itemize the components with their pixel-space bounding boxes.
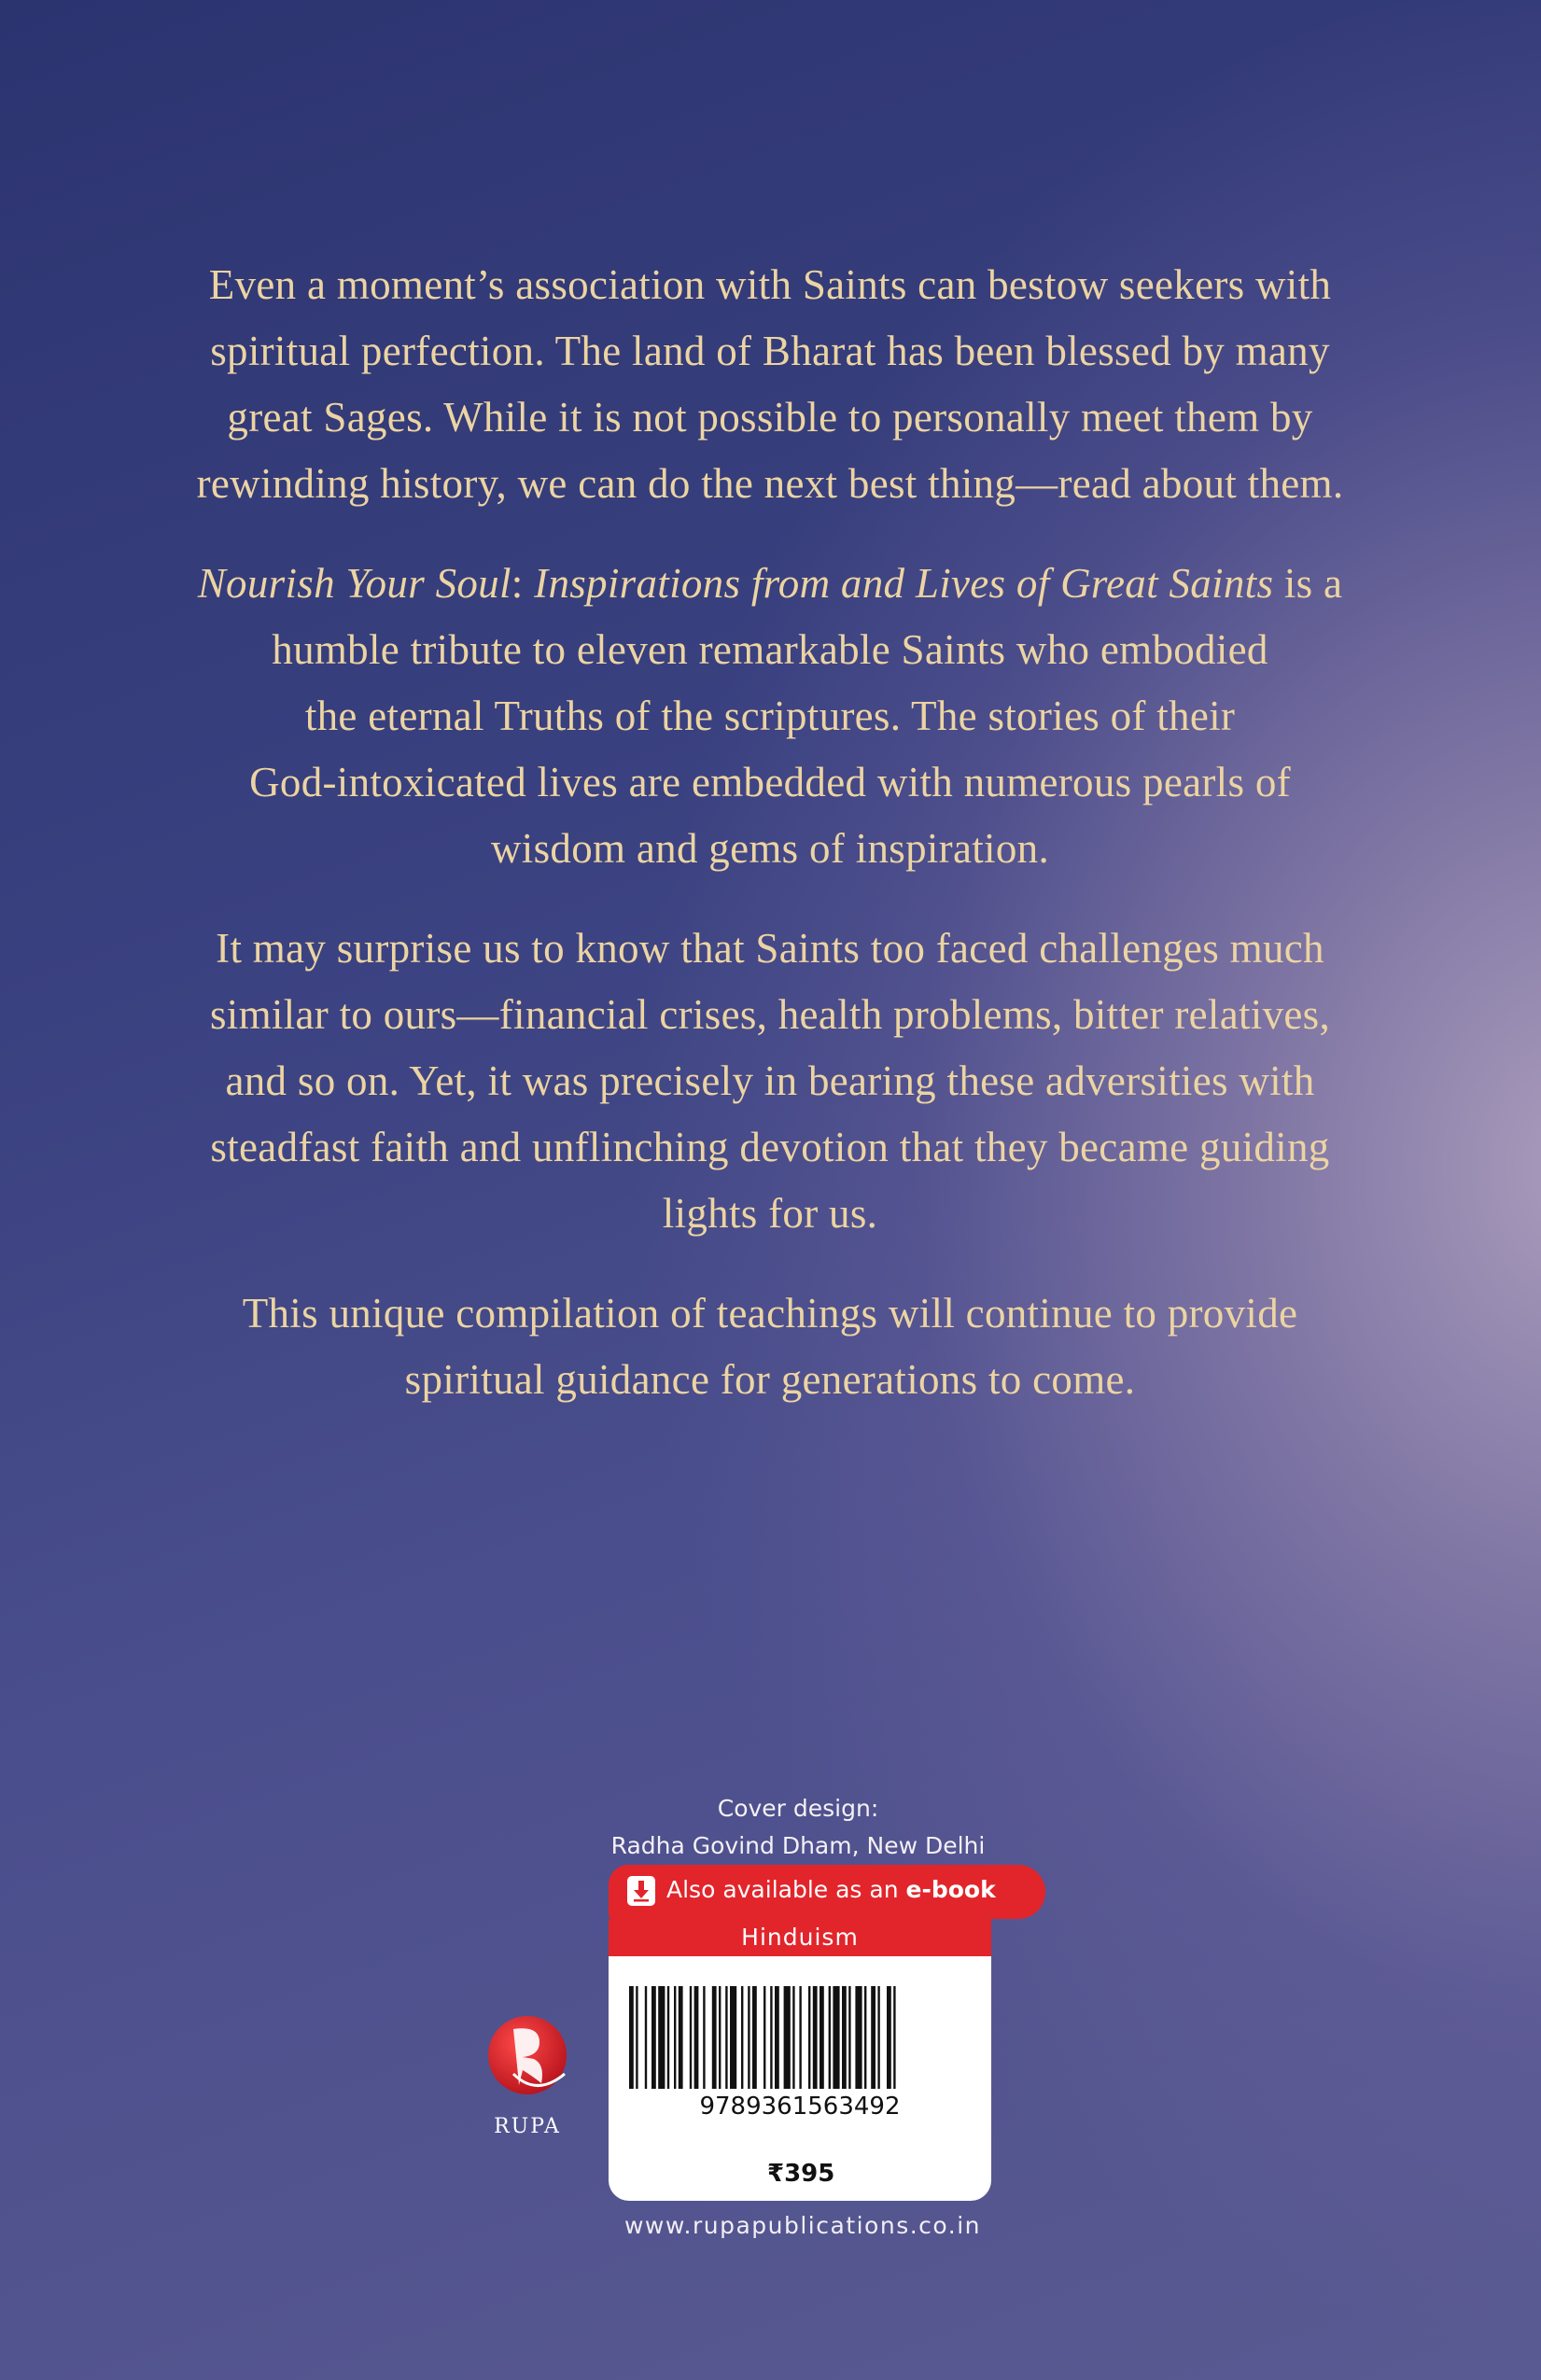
category-band: Hinduism	[609, 1919, 991, 1956]
barcode-bar	[829, 1986, 831, 2089]
barcode-bar	[741, 1986, 743, 2089]
barcode-bar	[690, 1986, 692, 2089]
barcode-bar	[629, 1986, 634, 2089]
credit-label: Cover design:	[717, 1795, 879, 1822]
barcode-bar	[813, 1986, 818, 2089]
blurb-line: God-intoxicated lives are embedded with numerous pearls of	[249, 759, 1291, 805]
barcode-bar	[784, 1986, 791, 2089]
rupa-logo-icon	[485, 2009, 569, 2111]
barcode-bar	[752, 1986, 757, 2089]
blurb-paragraph-4	[112, 1281, 1428, 1413]
isbn-number: 9789361563492	[699, 2093, 901, 2121]
barcode-bar	[792, 1986, 794, 2089]
barcode-bar	[808, 1986, 810, 2089]
ebook-availability-badge	[609, 1865, 1045, 1919]
barcode-bar	[651, 1986, 656, 2089]
barcode-bar	[679, 1986, 683, 2089]
barcode-bar	[842, 1986, 847, 2089]
blurb-paragraph-1	[112, 252, 1428, 517]
blurb-line	[112, 551, 1428, 617]
back-cover-blurb	[112, 252, 1428, 1447]
barcode-bar	[877, 1986, 879, 2089]
barcode-bar	[887, 1986, 891, 2089]
blurb-line: rewinding history, we can do the next best thing—read about them.	[196, 460, 1344, 507]
blurb-line: great Sages. While it is not possible to personally meet them by	[227, 394, 1313, 441]
download-icon	[627, 1876, 655, 1906]
barcode-bar	[833, 1986, 839, 2089]
barcode-bar	[748, 1986, 749, 2089]
barcode-bar	[674, 1986, 676, 2089]
credit-name: Radha Govind Dham, New Delhi	[610, 1832, 986, 1859]
blurb-line: similar to ours—financial crises, health problems, bitter relatives,	[209, 991, 1331, 1038]
blurb-line: and so on. Yet, it was precisely in bearing these adversities with	[225, 1057, 1315, 1104]
barcode-bar	[725, 1986, 727, 2089]
barcode-bar	[730, 1986, 736, 2089]
rupa-logo	[485, 2009, 569, 2139]
blurb-line: Even a moment’s association with Saints can bestow seekers with	[208, 261, 1332, 308]
barcode-bar	[848, 1986, 850, 2089]
publisher-url: www.rupapublications.co.in	[623, 2212, 982, 2239]
blurb-line: It may surprise us to know that Saints too faced challenges much	[216, 925, 1324, 972]
barcode-bar	[763, 1986, 765, 2089]
title-colon: :	[511, 560, 535, 607]
barcode-bar	[712, 1986, 717, 2089]
book-title-part2: Inspirations from and Lives of Great Saints	[534, 560, 1274, 607]
blurb-line: steadfast faith and unflinching devotion that they became guiding	[210, 1124, 1330, 1170]
barcode-bar	[658, 1986, 665, 2089]
barcode-bar	[871, 1986, 876, 2089]
blurb-line: This unique compilation of teachings will continue to provide	[242, 1290, 1298, 1337]
blurb-line: wisdom and gems of inspiration.	[491, 825, 1049, 872]
barcode-bar	[719, 1986, 721, 2089]
cover-design-credit	[569, 1790, 1027, 1865]
blurb-line: spiritual guidance for generations to come.	[404, 1356, 1136, 1403]
barcode-bar	[799, 1986, 801, 2089]
barcode-bar	[667, 1986, 669, 2089]
blurb-line: spiritual perfection. The land of Bharat has been blessed by many	[210, 328, 1330, 374]
barcode-bar	[855, 1986, 862, 2089]
ebook-prefix: Also available as an	[666, 1876, 906, 1903]
barcode-label	[609, 1919, 991, 2201]
barcode-bar	[775, 1986, 779, 2089]
barcode-bars	[629, 1986, 971, 2089]
ebook-bold: e-book	[905, 1876, 996, 1903]
blurb-paragraph-2	[112, 551, 1428, 882]
blurb-line: lights for us.	[662, 1190, 878, 1237]
blurb-line: the eternal Truths of the scriptures. The stories of their	[304, 693, 1236, 739]
book-title-part1: Nourish Your Soul	[197, 560, 511, 607]
rupa-wordmark: RUPA	[494, 2115, 561, 2138]
blurb-line: humble tribute to eleven remarkable Saints who embodied	[272, 626, 1268, 673]
barcode-bar	[703, 1986, 705, 2089]
barcode-bar	[694, 1986, 699, 2089]
blurb-paragraph-3	[112, 916, 1428, 1247]
ebook-text	[666, 1876, 996, 1903]
barcode-bar	[770, 1986, 772, 2089]
barcode-bar	[645, 1986, 647, 2089]
barcode-bar	[893, 1986, 895, 2089]
barcode-bar	[636, 1986, 637, 2089]
barcode-bar	[864, 1986, 866, 2089]
price: ₹395	[767, 2160, 835, 2188]
barcode-bar	[820, 1986, 824, 2089]
blurb-line-rest: is a	[1273, 560, 1343, 607]
